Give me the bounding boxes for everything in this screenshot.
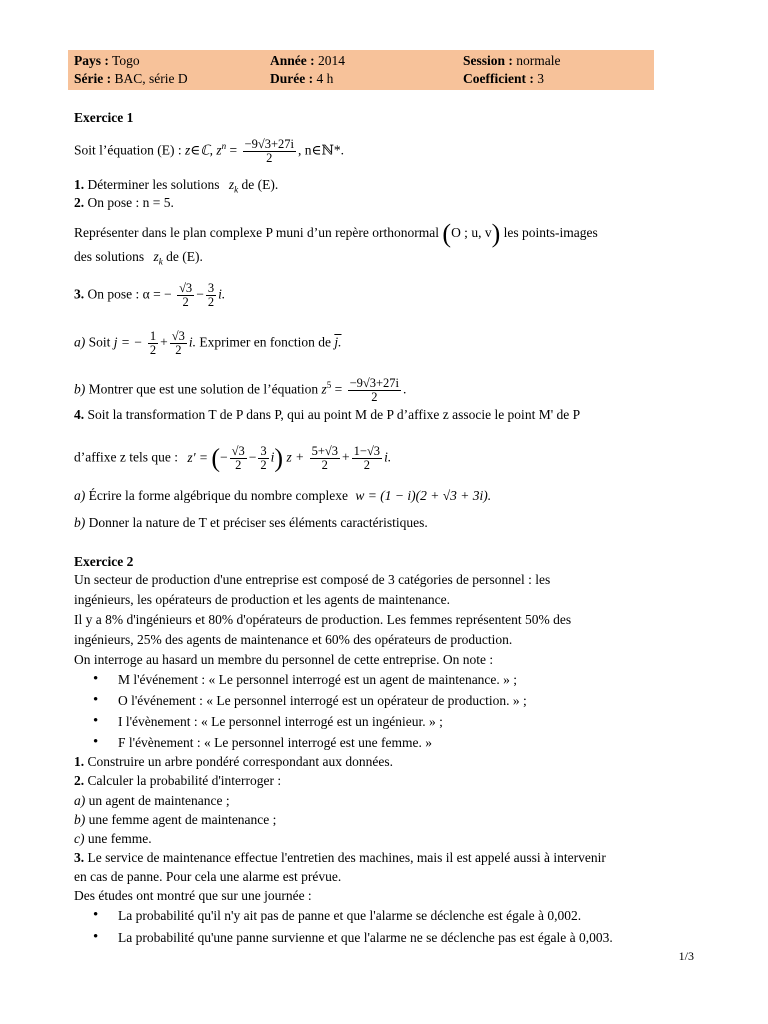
ex1-frac-num: −9√3+27i (244, 137, 294, 151)
q3a-f1-den: 2 (149, 343, 157, 357)
duration-value: 4 h (316, 71, 334, 86)
ex2-q2a-text: un agent de maintenance ; (88, 793, 230, 808)
ex1-question-4 (74, 407, 580, 423)
q2-z: z (153, 249, 159, 264)
q4-zplus: z + (286, 449, 305, 465)
q4-a-den: 2 (235, 458, 242, 472)
q4-d-num: 1−√3 (353, 444, 381, 458)
ex2-q2a-label: a) (74, 793, 86, 808)
q3-number: 3. (74, 286, 85, 302)
q1-number: 1. (74, 177, 85, 192)
country-value: Togo (112, 53, 140, 68)
q1-k: k (234, 184, 239, 195)
event-f: F l'évènement : « Le personnel interrogé est une femme. » (118, 735, 432, 750)
bullet-dot (93, 696, 101, 704)
q3-frac1-num: √3 (179, 281, 193, 295)
q3-frac2-den: 2 (207, 295, 215, 309)
q4-affixe-text: d’affixe z tels que : (74, 449, 178, 465)
q4-c-num: 5+√3 (311, 444, 339, 458)
q3a-j: j = − (113, 334, 143, 350)
q4-zprime: z' = (187, 449, 208, 465)
q4-i: i (270, 449, 275, 465)
q4-rparen: ) (274, 443, 284, 473)
q4-b-den: 2 (260, 458, 267, 472)
session-value: normale (516, 53, 561, 68)
q3a-frac1 (148, 330, 158, 357)
ex2-q2c-label: c) (74, 831, 85, 846)
event-o: O l'événement : « Le personnel interrogé est un opérateur de production. » ; (118, 693, 527, 708)
q3a-label: a) (74, 334, 86, 350)
ex1-q4b (74, 515, 428, 531)
q3b-text: Montrer que est une solution de l’équation (88, 381, 319, 397)
q3b-num: −9√3+27i (349, 376, 400, 390)
q4-a-num: √3 (231, 444, 245, 458)
bullet-dot (93, 933, 101, 941)
session-cell (463, 53, 561, 69)
coefficient-value: 3 (537, 71, 544, 86)
ex2-para-5: On interroge au hasard un membre du personnel de cette entreprise. On note : (74, 652, 494, 667)
q3a-soit: Soit (88, 334, 111, 350)
coefficient-label: Coefficient : (463, 71, 534, 86)
page-number: 1/3 (678, 949, 694, 963)
q4a-w: w = (1 − i)(2 + √3 + 3i). (355, 488, 492, 503)
q3b-exp: 5 (326, 380, 332, 391)
ex1-frac-den: 2 (266, 151, 273, 165)
country-label: Pays : (74, 53, 109, 68)
q4b-text: Donner la nature de T et préciser ses éléments caractéristiques. (88, 515, 428, 530)
session-label: Session : (463, 53, 513, 68)
q4-d-den: 2 (363, 458, 370, 472)
ex2-question-1 (74, 754, 393, 770)
q3b-dot: . (403, 381, 407, 397)
ex1-equals: = (226, 142, 238, 158)
right-paren: ) (491, 219, 501, 248)
ex1-q4-formula: d’affixe z tels que : z' = (− $\frac{√3}{2}$ − $\frac{3}{2}$ i) z + $\frac{5+√3}{2}$ + $\frac{1-√3}{2}$ i. (74, 443, 392, 473)
q3-frac1 (177, 282, 194, 309)
ex2-q3-number: 3. (74, 850, 85, 865)
ex2-q2-text: Calculer la probabilité d'interroger : (87, 773, 282, 788)
q3-minus: − (196, 286, 204, 302)
q3-frac1-den: 2 (182, 295, 189, 309)
q3b-frac (348, 377, 401, 404)
ex1-domain: , n∈ℕ*. (297, 142, 344, 158)
exam-header (68, 50, 654, 90)
ex2-q3-text: Le service de maintenance effectue l'entretien des machines, mais il est appelé aussi à intervenir (87, 850, 606, 865)
q1-text: Déterminer les solutions (87, 177, 220, 192)
ex2-q1-text: Construire un arbre pondéré correspondant aux données. (87, 754, 394, 769)
q3a-jbar: j. (334, 334, 342, 350)
q3a-i: i. (188, 334, 197, 350)
q3a-plus: + (160, 334, 168, 350)
q3-frac2 (206, 282, 216, 309)
ex2-q2b-label: b) (74, 812, 86, 827)
duration-label: Durée : (270, 71, 314, 86)
bullet-dot (93, 717, 101, 725)
q4-frac-b (258, 445, 268, 472)
year-cell (270, 53, 345, 69)
country-cell (74, 53, 140, 69)
exercise-2-title: Exercice 2 (74, 554, 134, 569)
coefficient-cell (463, 71, 544, 87)
ex2-q2-number: 2. (74, 773, 85, 788)
q4-frac-c (310, 445, 340, 472)
ex1-intro-text: Soit l’équation (E) : (74, 142, 182, 158)
q4-frac-d (352, 445, 382, 472)
bullet-dot (93, 911, 101, 919)
fact-no-panne: La probabilité qu'il n'y ait pas de panne et que l'alarme se déclenche est égale à 0,002. (118, 908, 582, 923)
series-cell (74, 71, 188, 87)
q2-frame: O ; u, v (451, 225, 492, 241)
ex1-q2-line2 (74, 249, 203, 270)
event-i: I l'évènement : « Le personnel interrogé est un ingénieur. » ; (118, 714, 443, 729)
ex2-para-1: Un secteur de production d'une entreprise est composé de 3 catégories de personnel : les (74, 572, 551, 587)
q3b-eq: = (331, 381, 343, 397)
ex2-question-3 (74, 850, 606, 866)
ex1-q3a (74, 330, 342, 357)
duration-cell (270, 71, 333, 87)
ex1-q4a (74, 488, 491, 504)
bullet-dot (93, 675, 101, 683)
q3b-z: z (321, 381, 327, 397)
year-label: Année : (270, 53, 315, 68)
q3a-text: Exprimer en fonction de (199, 334, 331, 350)
q3-frac2-num: 3 (207, 281, 215, 295)
year-value: 2014 (318, 53, 345, 68)
left-paren: ( (442, 219, 452, 248)
ex2-q2c-text: une femme. (87, 831, 152, 846)
q4-end: i. (384, 449, 392, 465)
q3b-den: 2 (371, 390, 378, 404)
ex2-q3-line3: Des études ont montré que sur une journée : (74, 888, 312, 903)
ex2-question-2 (74, 773, 281, 789)
q4-b-num: 3 (260, 444, 267, 458)
q2-points-images: les points-images (503, 225, 598, 241)
ex1-exponent: n (221, 141, 227, 152)
ex1-q2-line1 (74, 221, 598, 247)
series-label: Série : (74, 71, 112, 86)
ex2-q3-line2: en cas de panne. Pour cela une alarme est prévue. (74, 869, 342, 884)
q2-solutions-text: des solutions (74, 249, 145, 264)
ex1-z-var: z∈ℂ, z (184, 142, 222, 158)
q3a-f1-num: 1 (149, 329, 157, 343)
q3-text: On pose : (87, 286, 140, 302)
q4-plus: + (342, 449, 350, 465)
q3a-f2-num: √3 (171, 329, 185, 343)
q2-k: k (158, 256, 163, 267)
q3a-frac2 (170, 330, 187, 357)
q1-z: z (228, 177, 235, 192)
ex2-para-3: Il y a 8% d'ingénieurs et 80% d'opérateurs de production. Les femmes représentent 50% des (74, 612, 572, 627)
ex2-para-4: ingénieurs, 25% des agents de maintenance et 60% des opérateurs de production. (74, 632, 513, 647)
q4-frac-a (230, 445, 247, 472)
series-value: BAC, série D (114, 71, 188, 86)
q2-number: 2. (74, 195, 85, 210)
q2-text: On pose : n = 5. (87, 195, 174, 210)
ex2-q2a (74, 793, 230, 809)
event-m: M l'événement : « Le personnel interrogé est un agent de maintenance. » ; (118, 672, 518, 687)
ex1-equation-line (74, 138, 344, 165)
ex2-q2b (74, 812, 276, 828)
bullet-dot (93, 738, 101, 746)
q4-number: 4. (74, 407, 85, 422)
q4-line1: Soit la transformation T de P dans P, qui au point M de P d’affixe z associe le point M' de P (87, 407, 581, 422)
q3a-f2-den: 2 (175, 343, 182, 357)
q4-c-den: 2 (321, 458, 328, 472)
ex1-q3b (74, 377, 406, 404)
exercise-1-title: Exercice 1 (74, 110, 134, 125)
fact-panne: La probabilité qu'une panne survienne et que l'alarme ne se déclenche pas est égale à 0,003. (118, 930, 613, 945)
q3-i: i. (218, 286, 226, 302)
q4a-text: Écrire la forme algébrique du nombre complexe (88, 488, 349, 503)
q4a-label: a) (74, 488, 86, 503)
ex1-fraction (243, 138, 296, 165)
q4-lparen: ( (211, 443, 221, 473)
ex2-q2b-text: une femme agent de maintenance ; (88, 812, 277, 827)
q3b-label: b) (74, 381, 86, 397)
q1-end: de (E). (241, 177, 279, 192)
ex2-q1-number: 1. (74, 754, 85, 769)
q4b-label: b) (74, 515, 86, 530)
ex2-para-2: ingénieurs, les opérateurs de production et les agents de maintenance. (74, 592, 450, 607)
ex1-question-3 (74, 282, 225, 309)
q2-represent-text: Représenter dans le plan complexe P muni d’un repère orthonormal (74, 225, 440, 241)
ex1-question-2 (74, 195, 174, 211)
q2-end: de (E). (166, 249, 203, 264)
ex2-q2c (74, 831, 152, 847)
q3-alpha: α = − (142, 286, 172, 302)
